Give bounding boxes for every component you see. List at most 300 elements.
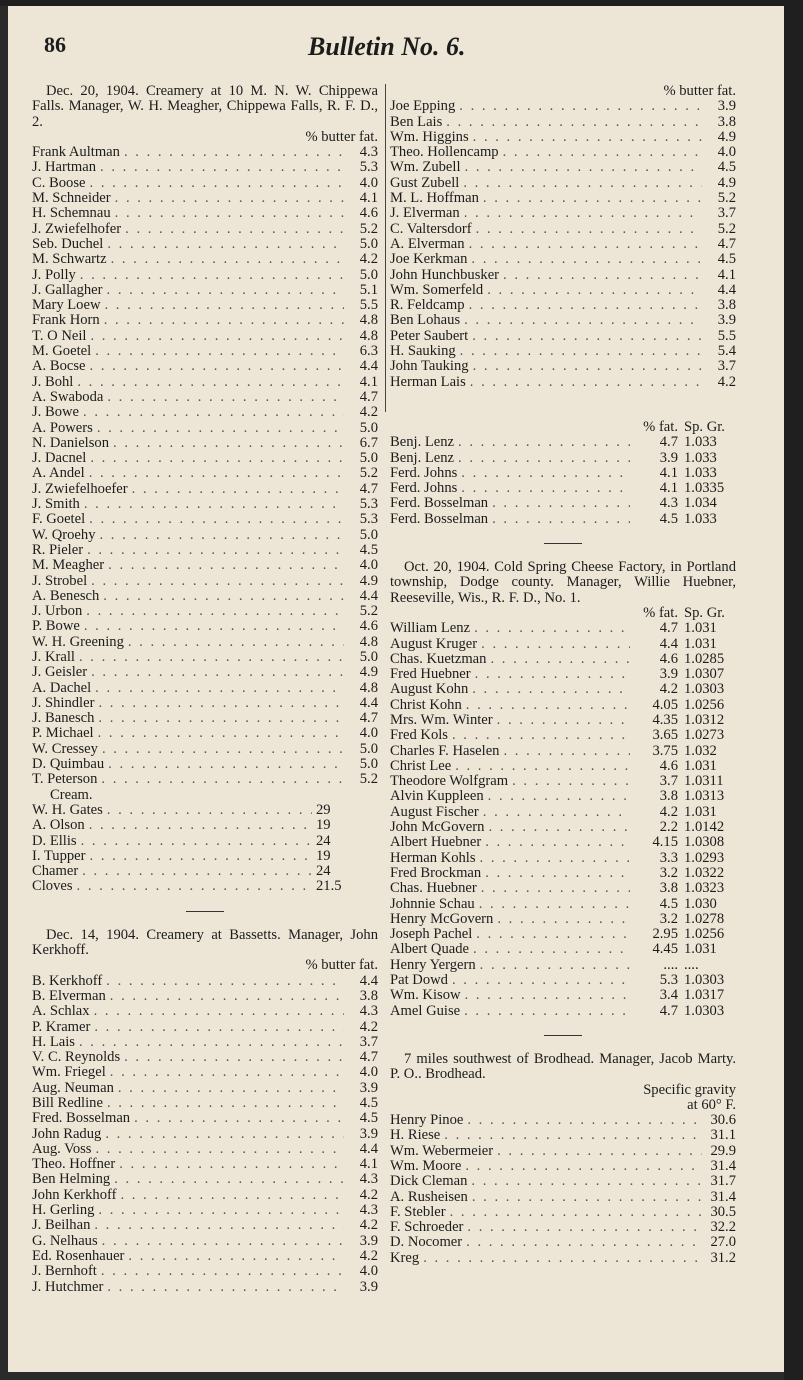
member-name: F. Schroeder bbox=[390, 1219, 464, 1236]
member-name: P. Michael bbox=[32, 725, 94, 742]
table-row bbox=[32, 834, 378, 849]
value: 31.7 bbox=[710, 1173, 736, 1190]
brodhead-table bbox=[390, 1113, 736, 1266]
leader-dots bbox=[107, 803, 312, 818]
leader-dots bbox=[124, 1050, 344, 1065]
leader-dots bbox=[104, 313, 344, 328]
leader-dots bbox=[464, 313, 702, 328]
specific-gravity-value: 1.0273 bbox=[684, 727, 725, 744]
member-name: J. Hutchmer bbox=[32, 1278, 104, 1295]
member-name: Chas. Huebner bbox=[390, 880, 477, 897]
value: 3.7 bbox=[717, 205, 736, 222]
member-name: Wm. Zubell bbox=[390, 159, 461, 176]
member-name: J. Elverman bbox=[390, 205, 460, 222]
table-row bbox=[390, 698, 736, 713]
value: 5.1 bbox=[359, 281, 378, 298]
value: 3.8 bbox=[359, 987, 378, 1004]
fat-value: 3.4 bbox=[659, 987, 678, 1004]
leader-dots bbox=[79, 650, 344, 665]
value: 4.4 bbox=[359, 694, 378, 711]
table-row bbox=[32, 974, 378, 989]
value: 3.7 bbox=[359, 1033, 378, 1050]
member-name: Henry Pinoe bbox=[390, 1112, 464, 1129]
member-name: William Lenz bbox=[390, 620, 471, 637]
table-row bbox=[390, 466, 736, 481]
leader-dots bbox=[98, 696, 344, 711]
table-row bbox=[32, 864, 378, 879]
table-row bbox=[32, 191, 378, 206]
member-name: Ben Lohaus bbox=[390, 312, 461, 329]
member-name: Frank Aultman bbox=[32, 144, 120, 161]
leader-dots bbox=[464, 206, 702, 221]
leader-dots bbox=[497, 713, 630, 728]
table-row bbox=[390, 1113, 736, 1128]
fat-value: 4.15 bbox=[652, 834, 678, 851]
leader-dots bbox=[94, 1218, 344, 1233]
value: 5.0 bbox=[359, 419, 378, 436]
member-name: Pat Dowd bbox=[390, 972, 448, 989]
fat-value: 4.05 bbox=[652, 696, 678, 713]
leader-dots bbox=[481, 881, 630, 896]
table-row bbox=[390, 958, 736, 973]
table-row bbox=[390, 191, 736, 206]
value: 5.3 bbox=[359, 159, 378, 176]
fat-value: 5.3 bbox=[659, 972, 678, 989]
member-name: H. Lais bbox=[32, 1033, 75, 1050]
leader-dots bbox=[485, 866, 630, 881]
table-row bbox=[390, 973, 736, 988]
table-row bbox=[32, 742, 378, 757]
value: 5.0 bbox=[359, 235, 378, 252]
leader-dots bbox=[469, 237, 702, 252]
table-row bbox=[32, 497, 378, 512]
value: 4.0 bbox=[359, 174, 378, 191]
leader-dots bbox=[94, 1004, 344, 1019]
value: 5.2 bbox=[717, 220, 736, 237]
table-row bbox=[390, 359, 736, 374]
value: 6.7 bbox=[359, 434, 378, 451]
value: 4.2 bbox=[359, 1247, 378, 1264]
member-name: Amel Guise bbox=[390, 1002, 461, 1019]
member-name: M. L. Hoffman bbox=[390, 190, 479, 207]
value: 4.8 bbox=[359, 312, 378, 329]
table-row bbox=[390, 329, 736, 344]
table-row bbox=[32, 298, 378, 313]
leader-dots bbox=[503, 268, 702, 283]
table-row bbox=[32, 1234, 378, 1249]
leader-dots bbox=[89, 512, 344, 527]
leader-dots bbox=[467, 1220, 702, 1235]
leader-dots bbox=[452, 973, 630, 988]
table-row bbox=[390, 820, 736, 835]
table-row bbox=[32, 359, 378, 374]
table-row bbox=[32, 1111, 378, 1126]
member-name: D. Nocomer bbox=[390, 1234, 463, 1251]
member-name: Wm. Webermeier bbox=[390, 1142, 494, 1159]
value: 5.5 bbox=[717, 327, 736, 344]
table-row bbox=[32, 1157, 378, 1172]
table-row bbox=[32, 989, 378, 1004]
value: 4.5 bbox=[359, 1110, 378, 1127]
specific-gravity-value: .... bbox=[684, 956, 699, 973]
table-row bbox=[390, 1220, 736, 1235]
leader-dots bbox=[492, 496, 630, 511]
value: 5.0 bbox=[359, 450, 378, 467]
table-row bbox=[32, 696, 378, 711]
member-name: J. Beilhan bbox=[32, 1217, 91, 1234]
table-row bbox=[32, 206, 378, 221]
value: 5.5 bbox=[359, 297, 378, 314]
leader-dots bbox=[490, 652, 630, 667]
value: 5.0 bbox=[359, 740, 378, 757]
value: 4.0 bbox=[359, 725, 378, 742]
value: 4.7 bbox=[359, 480, 378, 497]
value: 5.0 bbox=[359, 526, 378, 543]
table-row bbox=[32, 176, 378, 191]
leader-dots bbox=[106, 974, 344, 989]
member-name: Fred Huebner bbox=[390, 666, 471, 683]
table-row bbox=[32, 512, 378, 527]
member-name: Ed. Rosenhauer bbox=[32, 1247, 125, 1264]
value: 4.4 bbox=[359, 587, 378, 604]
leader-dots bbox=[100, 528, 345, 543]
table-row bbox=[390, 835, 736, 850]
specific-gravity-value: 1.0142 bbox=[684, 819, 725, 836]
leader-dots bbox=[512, 774, 630, 789]
brodhead-intro: 7 miles southwest of Brodhead. Manager, Jacob Marty. P. O.. Brodhead. bbox=[390, 1050, 736, 1083]
member-name: J. Bohl bbox=[32, 373, 74, 390]
member-name: A. Benesch bbox=[32, 587, 100, 604]
leader-dots bbox=[108, 558, 344, 573]
leader-dots bbox=[118, 1081, 344, 1096]
leader-dots bbox=[113, 436, 344, 451]
leader-dots bbox=[97, 421, 344, 436]
value: 29 bbox=[316, 801, 331, 818]
table-row bbox=[390, 435, 736, 450]
member-name: J. Dacnel bbox=[32, 450, 87, 467]
specific-gravity-value: 1.032 bbox=[684, 742, 717, 759]
leader-dots bbox=[79, 1035, 344, 1050]
specific-gravity-value: 1.0322 bbox=[684, 864, 725, 881]
member-name: Albert Quade bbox=[390, 941, 470, 958]
table-row bbox=[390, 130, 736, 145]
table-row bbox=[390, 1004, 736, 1019]
member-name: J. Hartman bbox=[32, 159, 97, 176]
table-row bbox=[390, 805, 736, 820]
leader-dots bbox=[466, 1235, 702, 1250]
table-row bbox=[32, 252, 378, 267]
specific-gravity-value: 1.031 bbox=[684, 620, 717, 637]
member-name: Wm. Higgins bbox=[390, 128, 469, 145]
value: 3.9 bbox=[359, 1278, 378, 1295]
specific-gravity-value: 1.0308 bbox=[684, 834, 725, 851]
specific-gravity-value: 1.0312 bbox=[684, 711, 725, 728]
value: 4.0 bbox=[359, 557, 378, 574]
table-row bbox=[390, 145, 736, 160]
leader-dots bbox=[460, 344, 702, 359]
member-name: B. Elverman bbox=[32, 987, 106, 1004]
value: 31.4 bbox=[710, 1158, 736, 1174]
table-row bbox=[32, 329, 378, 344]
member-name: John McGovern bbox=[390, 819, 485, 836]
member-name: Benj. Lenz bbox=[390, 434, 455, 451]
leader-dots bbox=[120, 1188, 344, 1203]
leader-dots bbox=[89, 818, 312, 833]
table-row bbox=[32, 451, 378, 466]
fat-value: 4.45 bbox=[652, 941, 678, 958]
value: 31.1 bbox=[710, 1127, 736, 1144]
value: 24 bbox=[316, 832, 331, 849]
member-name: Chas. Kuetzman bbox=[390, 650, 487, 667]
table-row bbox=[32, 1280, 378, 1295]
fat-value: 3.7 bbox=[659, 773, 678, 790]
scan-right-edge bbox=[784, 0, 803, 1380]
fat-value: 4.7 bbox=[659, 1002, 678, 1019]
value: 5.2 bbox=[359, 465, 378, 482]
value: 4.3 bbox=[359, 1003, 378, 1020]
table-row bbox=[32, 421, 378, 436]
leader-dots bbox=[459, 99, 702, 114]
member-name: Christ Kohn bbox=[390, 696, 462, 713]
butter-fat-header: % butter fat. bbox=[305, 128, 378, 145]
table-row bbox=[32, 268, 378, 283]
member-name: Dick Cleman bbox=[390, 1173, 468, 1190]
leader-dots bbox=[77, 375, 344, 390]
value: 5.2 bbox=[717, 190, 736, 207]
leader-dots bbox=[87, 543, 344, 558]
leader-dots bbox=[423, 1251, 702, 1266]
running-title: Bulletin No. 6. bbox=[308, 32, 466, 61]
leader-dots bbox=[107, 1280, 344, 1295]
leader-dots bbox=[471, 1174, 702, 1189]
member-name: Ferd. Johns bbox=[390, 480, 458, 497]
value: 4.9 bbox=[359, 664, 378, 681]
table-row bbox=[32, 466, 378, 481]
table-row bbox=[390, 789, 736, 804]
member-name: A. Olson bbox=[32, 817, 85, 834]
value: 4.5 bbox=[359, 1095, 378, 1111]
value: 3.7 bbox=[717, 358, 736, 375]
table-row bbox=[32, 1142, 378, 1157]
leader-dots bbox=[98, 711, 344, 726]
value: 30.6 bbox=[710, 1112, 736, 1129]
member-name: Ferd. Johns bbox=[390, 464, 458, 481]
leader-dots bbox=[444, 1128, 702, 1143]
table-row bbox=[390, 375, 736, 390]
creamery-chippewa-intro: Dec. 20, 1904. Creamery at 10 M. N. W. Chippewa Falls. Manager, W. H. Meagher, Chippewa Falls, R. F. D., 2. bbox=[32, 83, 378, 130]
member-name: M. Goetel bbox=[32, 343, 92, 360]
book-page bbox=[8, 6, 784, 1372]
value: 4.5 bbox=[717, 159, 736, 176]
leader-dots bbox=[128, 635, 344, 650]
value: 4.3 bbox=[359, 144, 378, 161]
fat-value: 3.75 bbox=[652, 742, 678, 759]
column-divider bbox=[385, 84, 386, 412]
bassetts-table bbox=[32, 974, 378, 1295]
specific-gravity-value: 1.0278 bbox=[684, 910, 725, 927]
member-name: Seb. Duchel bbox=[32, 235, 104, 252]
value: 4.4 bbox=[359, 972, 378, 989]
member-name: T. Peterson bbox=[32, 771, 98, 788]
table-row bbox=[390, 851, 736, 866]
specific-gravity-value: 1.0256 bbox=[684, 696, 725, 713]
leader-dots bbox=[446, 115, 702, 130]
table-row bbox=[390, 222, 736, 237]
fat-value: 2.95 bbox=[652, 926, 678, 943]
table-row bbox=[390, 252, 736, 267]
leader-dots bbox=[452, 728, 630, 743]
table-row bbox=[32, 818, 378, 833]
fat-value: 4.7 bbox=[659, 620, 678, 637]
right-column bbox=[390, 84, 736, 1266]
table-row bbox=[32, 1127, 378, 1142]
leader-dots bbox=[108, 757, 344, 772]
fat-value: 3.3 bbox=[659, 849, 678, 866]
value: 24 bbox=[316, 863, 331, 880]
table-row bbox=[32, 543, 378, 558]
member-name: A. Andel bbox=[32, 465, 85, 482]
table-row bbox=[32, 711, 378, 726]
value: 4.0 bbox=[359, 1064, 378, 1081]
table-row bbox=[32, 1203, 378, 1218]
table-row bbox=[390, 988, 736, 1003]
member-name: Fred. Bosselman bbox=[32, 1110, 131, 1127]
table-row bbox=[390, 728, 736, 743]
member-name: F. Stebler bbox=[390, 1203, 446, 1220]
value: 4.5 bbox=[359, 541, 378, 558]
table-row bbox=[390, 897, 736, 912]
table-row bbox=[32, 619, 378, 634]
member-name: G. Nelhaus bbox=[32, 1232, 98, 1249]
table-row bbox=[390, 1235, 736, 1250]
value: 5.3 bbox=[359, 511, 378, 528]
value: 4.0 bbox=[717, 144, 736, 161]
table-row bbox=[390, 682, 736, 697]
table-row bbox=[32, 665, 378, 680]
cream-table bbox=[32, 803, 378, 895]
member-name: H. Sauking bbox=[390, 343, 456, 360]
value: 4.2 bbox=[359, 1018, 378, 1035]
value: 4.1 bbox=[359, 1156, 378, 1173]
member-name: John Tauking bbox=[390, 358, 469, 375]
table-row bbox=[390, 912, 736, 927]
page-number: 86 bbox=[44, 32, 66, 57]
leader-dots bbox=[464, 1004, 630, 1019]
table-row bbox=[32, 604, 378, 619]
leader-dots bbox=[102, 1234, 344, 1249]
member-name: Joe Kerkman bbox=[390, 251, 468, 268]
leader-dots bbox=[497, 1144, 702, 1159]
value: 4.6 bbox=[359, 205, 378, 222]
value: 3.8 bbox=[717, 297, 736, 314]
member-name: August Kohn bbox=[390, 681, 469, 698]
table-row bbox=[390, 451, 736, 466]
table-row bbox=[32, 849, 378, 864]
section-rule bbox=[186, 911, 224, 912]
value: 4.2 bbox=[717, 373, 736, 390]
table-row bbox=[32, 1264, 378, 1279]
value: 4.8 bbox=[359, 633, 378, 650]
leader-dots bbox=[473, 130, 702, 145]
leader-dots bbox=[101, 772, 344, 787]
value: 31.2 bbox=[710, 1249, 736, 1266]
leader-dots bbox=[488, 789, 630, 804]
member-name: John Kerkhoff bbox=[32, 1186, 117, 1203]
leader-dots bbox=[107, 1096, 344, 1111]
leader-dots bbox=[458, 451, 630, 466]
member-name: H. Riese bbox=[390, 1127, 441, 1144]
member-name: H. Gerling bbox=[32, 1202, 95, 1219]
value: 4.2 bbox=[359, 251, 378, 268]
table-row bbox=[32, 1035, 378, 1050]
fat-header: % fat. bbox=[643, 418, 678, 435]
member-name: W. Cressey bbox=[32, 740, 98, 757]
value: 4.2 bbox=[359, 1217, 378, 1234]
table-row bbox=[390, 1144, 736, 1159]
leader-dots bbox=[465, 160, 702, 175]
table-row bbox=[32, 405, 378, 420]
fat-sg-header bbox=[390, 606, 736, 621]
leader-dots bbox=[475, 667, 630, 682]
leader-dots bbox=[95, 344, 344, 359]
member-name: John Radug bbox=[32, 1125, 102, 1142]
leader-dots bbox=[503, 744, 630, 759]
value: 4.2 bbox=[359, 1186, 378, 1203]
fat-value: 4.7 bbox=[659, 434, 678, 451]
table-row bbox=[32, 558, 378, 573]
specific-gravity-value: 1.0323 bbox=[684, 880, 725, 897]
specific-gravity-value: 1.0313 bbox=[684, 788, 725, 805]
member-name: J. Bernhoft bbox=[32, 1263, 97, 1280]
leader-dots bbox=[86, 604, 344, 619]
leader-dots bbox=[114, 1172, 344, 1187]
specific-gravity-value: 1.031 bbox=[684, 635, 717, 652]
value: 4.7 bbox=[359, 710, 378, 727]
member-name: Christ Lee bbox=[390, 757, 452, 774]
leader-dots bbox=[95, 681, 344, 696]
leader-dots bbox=[480, 958, 630, 973]
member-name: A. Dachel bbox=[32, 679, 92, 696]
leader-dots bbox=[481, 637, 630, 652]
fat-value: 3.9 bbox=[659, 666, 678, 683]
spacer bbox=[390, 390, 736, 420]
member-name: J. Strobel bbox=[32, 572, 88, 589]
value: 4.8 bbox=[359, 327, 378, 344]
leader-dots bbox=[98, 726, 344, 741]
table-row bbox=[32, 1050, 378, 1065]
fat-value: 2.2 bbox=[659, 819, 678, 836]
table-row bbox=[32, 375, 378, 390]
value: 5.0 bbox=[359, 756, 378, 773]
value: 5.2 bbox=[359, 771, 378, 788]
table-row bbox=[390, 512, 736, 527]
table-row bbox=[390, 652, 736, 667]
member-name: Kreg bbox=[390, 1249, 420, 1266]
leader-dots bbox=[103, 589, 344, 604]
leader-dots bbox=[84, 619, 344, 634]
leader-dots bbox=[83, 405, 344, 420]
member-name: A. Powers bbox=[32, 419, 93, 436]
member-name: Ferd. Bosselman bbox=[390, 495, 489, 512]
value: 4.7 bbox=[359, 388, 378, 405]
member-name: J. Shindler bbox=[32, 694, 95, 711]
leader-dots bbox=[119, 1157, 344, 1172]
member-name: J. Zwiefelhofer bbox=[32, 220, 122, 237]
fat-value: 3.2 bbox=[659, 864, 678, 881]
specific-gravity-value: 1.031 bbox=[684, 941, 717, 958]
table-row bbox=[390, 927, 736, 942]
fat-value: 4.3 bbox=[659, 495, 678, 512]
